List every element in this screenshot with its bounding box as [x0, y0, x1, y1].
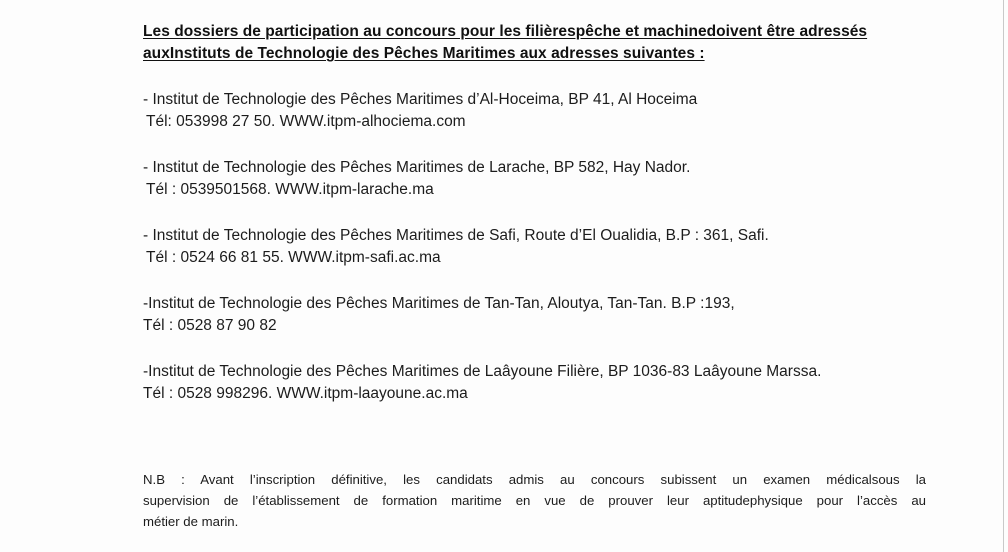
page-edge-divider — [1003, 0, 1004, 552]
note-line-3: métier de marin. — [143, 514, 239, 529]
institute-contact: Tél : 0524 66 81 55. WWW.itpm-safi.ac.ma — [146, 249, 441, 266]
nota-bene-note — [143, 469, 926, 532]
institute-address: -Institut de Technologie des Pêches Maritimes de Tan-Tan, Aloutya, Tan-Tan. B.P :193, — [143, 295, 735, 312]
institute-contact: Tél : 0539501568. WWW.itpm-larache.ma — [146, 181, 434, 198]
institute-contact: Tél : 0528 87 90 82 — [143, 317, 277, 334]
institute-address: - Institut de Technologie des Pêches Maritimes d’Al-Hoceima, BP 41, Al Hoceima — [143, 91, 698, 108]
institute-entry-tan-tan — [143, 293, 735, 337]
institute-contact: Tél: 053998 27 50. WWW.itpm-alhociema.com — [146, 113, 466, 130]
note-line-1: N.B : Avant l’inscription définitive, les candidats admis au concours subissent un examen médicalsous la — [143, 472, 926, 487]
institute-entry-al-hoceima — [143, 89, 697, 133]
heading-line-2: auxInstituts de Technologie des Pêches Maritimes aux adresses suivantes : — [143, 45, 705, 62]
institute-entry-larache — [143, 157, 690, 201]
note-line-2: supervision de l’établissement de formation maritime en vue de prouver leur aptitudephysique pour l’accès au — [143, 493, 926, 508]
institute-address: - Institut de Technologie des Pêches Maritimes de Larache, BP 582, Hay Nador. — [143, 159, 691, 176]
institute-entry-safi — [143, 225, 769, 269]
institute-address: -Institut de Technologie des Pêches Maritimes de Laâyoune Filière, BP 1036-83 Laâyoune Marssa. — [143, 363, 822, 380]
heading-line-1: Les dossiers de participation au concours pour les filièrespêche et machinedoivent être adressés — [143, 23, 868, 40]
institute-entry-laayoune — [143, 361, 821, 405]
heading — [143, 21, 933, 65]
institute-contact: Tél : 0528 998296. WWW.itpm-laayoune.ac.ma — [143, 385, 468, 402]
institute-address: - Institut de Technologie des Pêches Maritimes de Safi, Route d’El Oualidia, B.P : 361, Safi. — [143, 227, 769, 244]
